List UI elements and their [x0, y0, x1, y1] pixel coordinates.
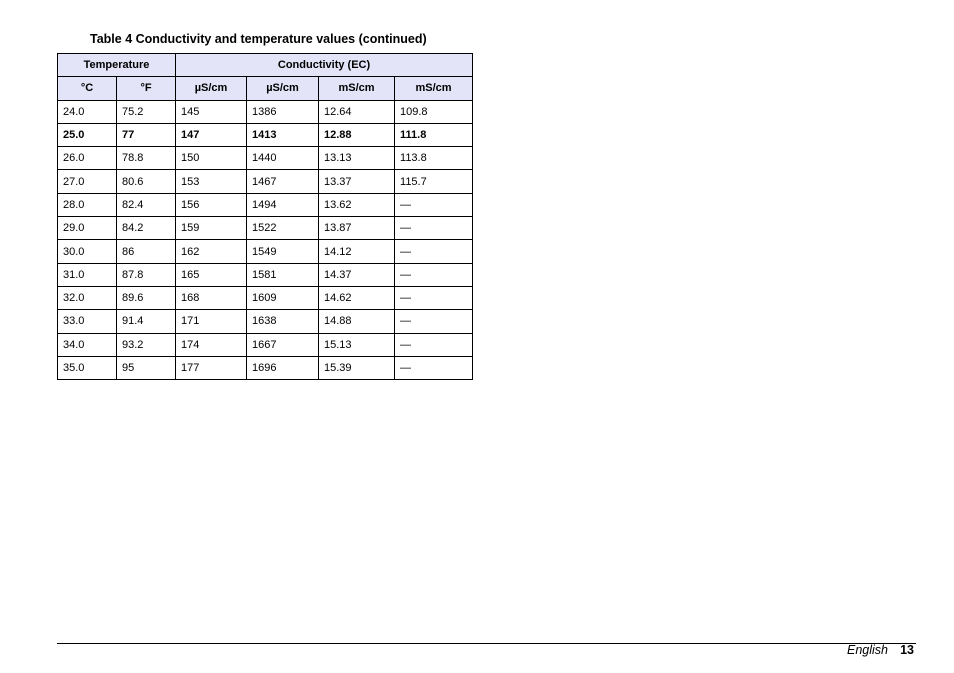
table-cell: 1638 — [247, 310, 319, 333]
table-cell: 1609 — [247, 286, 319, 309]
table-cell: 84.2 — [117, 217, 176, 240]
table-cell: 12.64 — [319, 100, 395, 123]
table-cell: 147 — [176, 123, 247, 146]
table-cell: 1494 — [247, 193, 319, 216]
table-cell: 78.8 — [117, 147, 176, 170]
table-row — [58, 123, 473, 146]
table-cell: 14.37 — [319, 263, 395, 286]
table-cell: 159 — [176, 217, 247, 240]
table-row — [58, 263, 473, 286]
unit-header: µS/cm — [247, 77, 319, 100]
table-row — [58, 170, 473, 193]
table-row — [58, 147, 473, 170]
table-cell: 115.7 — [395, 170, 473, 193]
table-cell: 1522 — [247, 217, 319, 240]
table-cell: 75.2 — [117, 100, 176, 123]
table-cell: 1696 — [247, 356, 319, 379]
table-body — [58, 100, 473, 380]
table-cell: 31.0 — [58, 263, 117, 286]
table-cell: 1549 — [247, 240, 319, 263]
table-cell: 13.37 — [319, 170, 395, 193]
footer-page-number: 13 — [900, 643, 914, 657]
table-cell: 26.0 — [58, 147, 117, 170]
table-cell: 82.4 — [117, 193, 176, 216]
table-cell: 1440 — [247, 147, 319, 170]
table-cell: — — [395, 333, 473, 356]
table-cell: 1667 — [247, 333, 319, 356]
table-row — [58, 310, 473, 333]
footer-rule — [57, 643, 916, 644]
table-cell: 35.0 — [58, 356, 117, 379]
table-cell: 171 — [176, 310, 247, 333]
table-cell: 1467 — [247, 170, 319, 193]
group-header-row — [58, 54, 473, 77]
table-row — [58, 286, 473, 309]
table-cell: 93.2 — [117, 333, 176, 356]
table-cell: 13.87 — [319, 217, 395, 240]
table-cell: — — [395, 217, 473, 240]
table-cell: 33.0 — [58, 310, 117, 333]
table-cell: 95 — [117, 356, 176, 379]
table-cell: 109.8 — [395, 100, 473, 123]
table-cell: 25.0 — [58, 123, 117, 146]
table-cell: 168 — [176, 286, 247, 309]
table-cell: 13.13 — [319, 147, 395, 170]
table-cell: 24.0 — [58, 100, 117, 123]
table-cell: 162 — [176, 240, 247, 263]
table-cell: 174 — [176, 333, 247, 356]
table-row — [58, 193, 473, 216]
unit-header: mS/cm — [395, 77, 473, 100]
table-cell: — — [395, 310, 473, 333]
table-cell: 30.0 — [58, 240, 117, 263]
footer-language: English — [847, 643, 888, 657]
table-cell: 113.8 — [395, 147, 473, 170]
table-cell: 80.6 — [117, 170, 176, 193]
unit-header-row — [58, 77, 473, 100]
table-cell: — — [395, 193, 473, 216]
table-cell: 165 — [176, 263, 247, 286]
table-cell: — — [395, 286, 473, 309]
table-cell: 28.0 — [58, 193, 117, 216]
table-cell: 1386 — [247, 100, 319, 123]
table-cell: — — [395, 263, 473, 286]
table-caption: Table 4 Conductivity and temperature values (continued) — [90, 32, 427, 46]
table-cell: 13.62 — [319, 193, 395, 216]
table-cell: 14.12 — [319, 240, 395, 263]
table-row — [58, 356, 473, 379]
table-row — [58, 240, 473, 263]
table-cell: 86 — [117, 240, 176, 263]
table-cell: 1413 — [247, 123, 319, 146]
table-cell: 153 — [176, 170, 247, 193]
table-cell: 150 — [176, 147, 247, 170]
table-cell: 89.6 — [117, 286, 176, 309]
table-cell: 12.88 — [319, 123, 395, 146]
table-cell: 27.0 — [58, 170, 117, 193]
table-cell: 177 — [176, 356, 247, 379]
table-cell: 15.39 — [319, 356, 395, 379]
table-cell: 77 — [117, 123, 176, 146]
table-cell: 34.0 — [58, 333, 117, 356]
table-cell: 87.8 — [117, 263, 176, 286]
temperature-group-header: Temperature — [58, 54, 176, 77]
table-cell: 1581 — [247, 263, 319, 286]
table-row — [58, 100, 473, 123]
unit-header: mS/cm — [319, 77, 395, 100]
table-row — [58, 217, 473, 240]
table-cell: 145 — [176, 100, 247, 123]
conductivity-group-header: Conductivity (EC) — [176, 54, 473, 77]
table-cell: — — [395, 240, 473, 263]
table-cell: 91.4 — [117, 310, 176, 333]
table-cell: 14.88 — [319, 310, 395, 333]
unit-header: °C — [58, 77, 117, 100]
unit-header: °F — [117, 77, 176, 100]
table-cell: — — [395, 356, 473, 379]
table-row — [58, 333, 473, 356]
table-cell: 156 — [176, 193, 247, 216]
table-cell: 32.0 — [58, 286, 117, 309]
table-cell: 14.62 — [319, 286, 395, 309]
table-cell: 29.0 — [58, 217, 117, 240]
unit-header: µS/cm — [176, 77, 247, 100]
table-cell: 111.8 — [395, 123, 473, 146]
table-cell: 15.13 — [319, 333, 395, 356]
conductivity-table — [57, 53, 473, 380]
